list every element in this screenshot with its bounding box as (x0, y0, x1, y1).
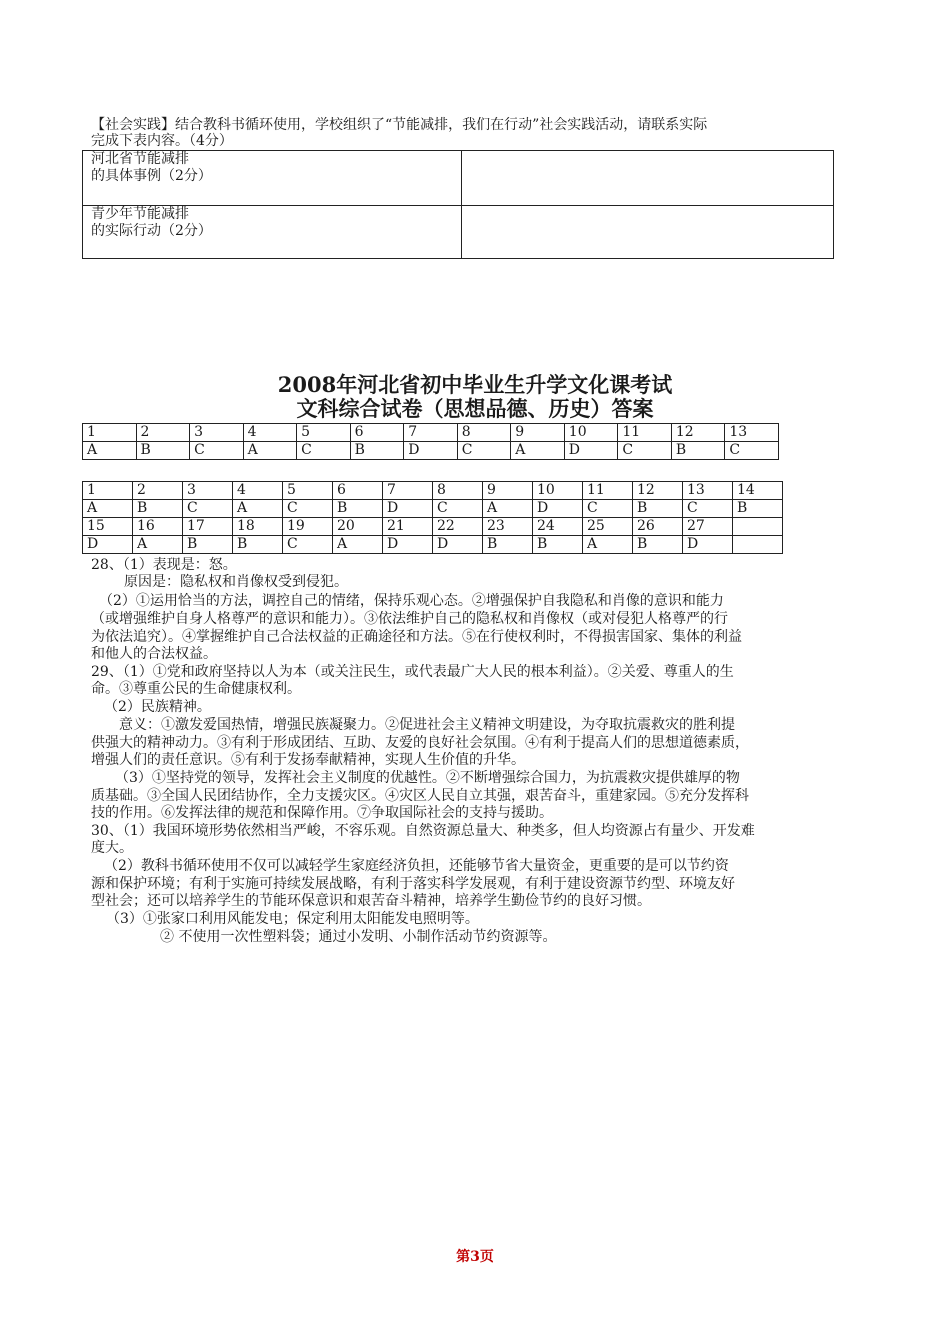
table-cell (733, 536, 783, 554)
answer-line: 28、（1）表现是：怒。 (91, 557, 237, 573)
table-cell: B (233, 536, 283, 554)
table-cell: 11 (618, 424, 672, 442)
answer-line: 和他人的合法权益。 (91, 646, 217, 662)
practice-row-label-line2: 的具体事例（2分） (91, 168, 212, 184)
table-cell: 12 (633, 482, 683, 500)
table-cell: C (297, 442, 351, 460)
table-cell: B (483, 536, 533, 554)
table-cell: 13 (725, 424, 779, 442)
table-cell: D (383, 500, 433, 518)
table-cell: 7 (404, 424, 458, 442)
table-cell: C (190, 442, 244, 460)
practice-intro-line2: 完成下表内容。（4分） (91, 133, 233, 149)
table-cell: 21 (383, 518, 433, 536)
answer-line: 度大。 (91, 840, 133, 856)
answer-line: 源和保护环境；有利于实施可持续发展战略，有利于落实科学发展观，有利于建设资源节约型、环境友好 (91, 876, 735, 892)
table-cell: 11 (583, 482, 633, 500)
answer-line: 为依法追究）。④掌握维护自己合法权益的正确途径和方法。⑤在行使权利时，不得损害国家、集体的利益 (91, 629, 742, 645)
table-cell: D (433, 536, 483, 554)
answer-line: 型社会；还可以培养学生的节能环保意识和艰苦奋斗精神，培养学生勤俭节约的良好习惯。 (91, 893, 651, 909)
table-cell: C (725, 442, 779, 460)
table-cell: B (733, 500, 783, 518)
table-cell: D (404, 442, 458, 460)
answer-title-line1: 2008年河北省初中毕业生升学文化课考试 (277, 372, 673, 397)
table-row (83, 442, 779, 460)
answer-line: （3）①坚持党的领导，发挥社会主义制度的优越性。②不断增强综合国力，为抗震救灾提供雄厚的物 (115, 770, 740, 786)
practice-row-answer[interactable] (462, 151, 834, 206)
answer-line: 29、（1）①党和政府坚持以人为本（或关注民生，或代表最广大人民的根本利益）。②关爱、尊重人的生 (91, 664, 734, 680)
practice-row-answer[interactable] (462, 206, 834, 259)
table-row (83, 500, 783, 518)
table-cell: 17 (183, 518, 233, 536)
answer-line: 原因是：隐私权和肖像权受到侵犯。 (124, 574, 348, 590)
table-cell: B (133, 500, 183, 518)
table-cell: 3 (190, 424, 244, 442)
table-cell: B (671, 442, 725, 460)
answer-line: 增强人们的责任意识。⑤有利于发扬奉献精神，实现人生价值的升华。 (91, 752, 525, 768)
table-cell: 1 (83, 424, 137, 442)
table-cell: A (583, 536, 633, 554)
table-cell: D (383, 536, 433, 554)
practice-intro-line1: 【社会实践】结合教科书循环使用，学校组织了“节能减排，我们在行动”社会实践活动，请联系实际 (91, 117, 708, 133)
table-cell: D (533, 500, 583, 518)
table-cell: A (133, 536, 183, 554)
practice-row-label-line2: 的实际行动（2分） (91, 223, 212, 239)
table-cell: D (83, 536, 133, 554)
answer-line: ② 不使用一次性塑料袋；通过小发明、小制作活动节约资源等。 (160, 929, 557, 945)
answer-line: 质基础。③全国人民团结协作，全力支援灾区。④灾区人民自立其强，艰苦奋斗，重建家园。⑤充分发挥科 (91, 788, 749, 804)
table-cell: A (83, 442, 137, 460)
page-number: 第3页 (456, 1249, 494, 1265)
table-cell: 9 (483, 482, 533, 500)
answer-line: （或增强维护自身人格尊严的意识和能力）。③依法维护自己的隐私权和肖像权（或对侵犯人格尊严的行 (91, 611, 728, 627)
table-cell: B (136, 442, 190, 460)
practice-row-label (83, 206, 462, 259)
table-cell: 18 (233, 518, 283, 536)
table-cell: 14 (733, 482, 783, 500)
table-cell: 5 (283, 482, 333, 500)
table-cell: A (511, 442, 565, 460)
practice-row (83, 206, 834, 259)
table-cell: 26 (633, 518, 683, 536)
table-cell: 8 (457, 424, 511, 442)
table-cell: 10 (564, 424, 618, 442)
table-cell: 1 (83, 482, 133, 500)
answer-line: （2）教科书循环使用不仅可以减轻学生家庭经济负担，还能够节省大量资金，更重要的是可以节约资 (104, 858, 729, 874)
table-cell: 2 (136, 424, 190, 442)
table-cell: 23 (483, 518, 533, 536)
answer-line: 技的作用。⑥发挥法律的规范和保障作用。⑦争取国际社会的支持与援助。 (91, 805, 553, 821)
table-cell: 15 (83, 518, 133, 536)
table-cell: A (243, 442, 297, 460)
table-cell: B (333, 500, 383, 518)
answer-table-2 (82, 481, 783, 554)
table-cell (733, 518, 783, 536)
table-cell: C (433, 500, 483, 518)
practice-row-label-line1: 青少年节能减排 (91, 206, 189, 222)
table-cell: C (283, 500, 333, 518)
table-cell: B (633, 500, 683, 518)
table-cell: C (618, 442, 672, 460)
table-cell: 20 (333, 518, 383, 536)
answer-line: （2）民族精神。 (104, 699, 211, 715)
table-cell: 9 (511, 424, 565, 442)
practice-row-label-line1: 河北省节能减排 (91, 151, 189, 167)
table-cell: C (457, 442, 511, 460)
answer-line: （3）①张家口利用风能发电；保定利用太阳能发电照明等。 (106, 911, 479, 927)
table-cell: A (333, 536, 383, 554)
table-cell: C (183, 500, 233, 518)
table-row (83, 424, 779, 442)
answer-line: （2）①运用恰当的方法，调控自己的情绪，保持乐观心态。②增强保护自我隐私和肖像的意识和能力 (99, 593, 724, 609)
practice-table (82, 150, 834, 259)
table-cell: 24 (533, 518, 583, 536)
table-cell: B (183, 536, 233, 554)
table-cell: 16 (133, 518, 183, 536)
table-cell: 27 (683, 518, 733, 536)
table-cell: 25 (583, 518, 633, 536)
table-cell: 4 (243, 424, 297, 442)
table-row (83, 518, 783, 536)
table-cell: 22 (433, 518, 483, 536)
table-cell: C (283, 536, 333, 554)
table-cell: 10 (533, 482, 583, 500)
practice-row (83, 151, 834, 206)
answer-table-1 (82, 423, 779, 460)
table-cell: 12 (671, 424, 725, 442)
answer-line: 命。③尊重公民的生命健康权利。 (91, 681, 301, 697)
practice-row-label (83, 151, 462, 206)
table-cell: 7 (383, 482, 433, 500)
table-cell: 2 (133, 482, 183, 500)
table-cell: 3 (183, 482, 233, 500)
table-cell: 4 (233, 482, 283, 500)
table-cell: 6 (350, 424, 404, 442)
answer-line: 意义：①激发爱国热情，增强民族凝聚力。②促进社会主义精神文明建设，为夺取抗震救灾的胜利提 (119, 717, 735, 733)
table-cell: C (683, 500, 733, 518)
table-cell: 19 (283, 518, 333, 536)
answer-line: 30、（1）我国环境形势依然相当严峻，不容乐观。自然资源总量大、种类多，但人均资源占有量少、开发难 (91, 823, 755, 839)
answer-title-line2: 文科综合试卷（思想品德、历史）答案 (296, 396, 654, 421)
table-cell: B (533, 536, 583, 554)
table-cell: B (350, 442, 404, 460)
table-cell: D (683, 536, 733, 554)
table-cell: A (233, 500, 283, 518)
table-row (83, 536, 783, 554)
table-cell: B (633, 536, 683, 554)
table-cell: C (583, 500, 633, 518)
table-cell: D (564, 442, 618, 460)
table-cell: 13 (683, 482, 733, 500)
table-cell: 6 (333, 482, 383, 500)
table-row (83, 482, 783, 500)
answer-line: 供强大的精神动力。③有利于形成团结、互助、友爱的良好社会氛围。④有利于提高人们的思想道德素质， (91, 735, 749, 751)
table-cell: A (483, 500, 533, 518)
table-cell: A (83, 500, 133, 518)
table-cell: 5 (297, 424, 351, 442)
table-cell: 8 (433, 482, 483, 500)
